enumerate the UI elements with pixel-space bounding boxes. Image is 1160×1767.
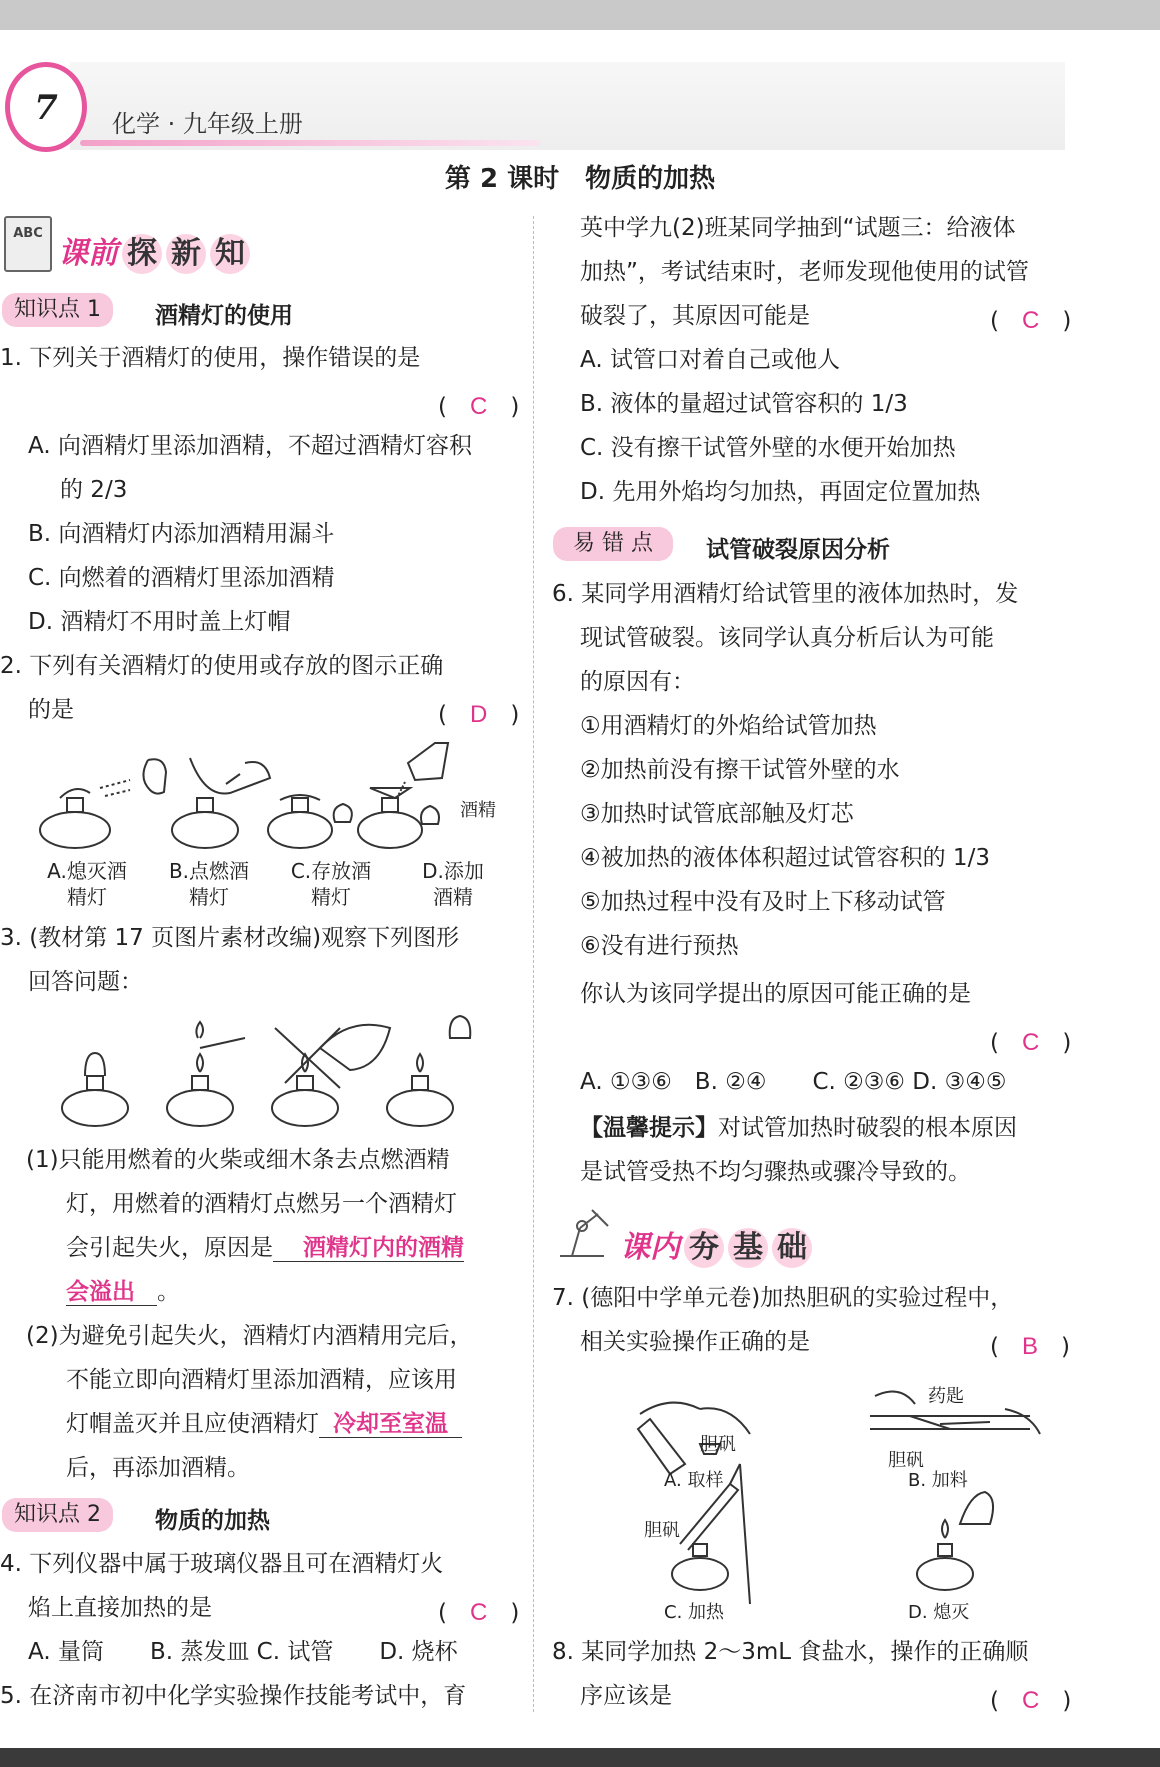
kp1-tag: 知识点 1 — [2, 293, 113, 327]
column-divider — [533, 216, 534, 1712]
q6-answer: ( C ) — [990, 1029, 1072, 1056]
q5-stem-cont-3: 破裂了，其原因可能是 — [580, 303, 810, 329]
q3-part2-line2: 不能立即向酒精灯里添加酒精，应该用 — [66, 1367, 457, 1393]
kp1-title: 酒精灯的使用 — [155, 303, 293, 329]
q4-stem-cont: 焰上直接加热的是 — [28, 1595, 212, 1621]
q3-part1-answer: 酒精灯内的酒精 — [273, 1235, 464, 1262]
q6-stem-cont-2: 的原因有： — [580, 669, 695, 695]
q6-item: ③加热时试管底部触及灯芯 — [580, 801, 854, 827]
bottom-bezel — [0, 1748, 1160, 1767]
q2-figure — [30, 738, 510, 858]
q6-tip-cont: 是试管受热不均匀骤热或骤冷导致的。 — [580, 1159, 971, 1185]
q1-option-a-cont: 的 2/3 — [60, 477, 128, 503]
kp2-tag: 知识点 2 — [2, 1498, 113, 1532]
q5-stem: 5. 在济南市初中化学实验操作技能考试中，育 — [0, 1683, 467, 1709]
q3-part1-answer-cont: 会溢出 — [66, 1279, 157, 1306]
q8-answer: ( C ) — [990, 1687, 1072, 1714]
q8-stem: 8. 某同学加热 2～3mL 食盐水，操作的正确顺 — [552, 1639, 1029, 1665]
q6-stem: 6. 某同学用酒精灯给试管里的液体加热时，发 — [552, 581, 1019, 607]
header-underline — [80, 140, 540, 146]
q7-label-a-chem: 胆矾 — [700, 1434, 736, 1455]
q2-caption-b: B.点燃酒 精灯 — [168, 859, 250, 909]
q2-answer: ( D ) — [438, 701, 520, 728]
q7-caption-a: A. 取样 — [664, 1470, 724, 1491]
q5-option-a: A. 试管口对着自己或他人 — [580, 347, 840, 373]
q8-stem-cont: 序应该是 — [580, 1683, 672, 1709]
q2-figure-label: 酒精 — [460, 800, 496, 821]
lamp-b-icon — [172, 758, 270, 848]
lamp-cap-off-icon — [387, 1016, 470, 1126]
q6-tip: 【温馨提示】对试管加热时破裂的根本原因 — [580, 1115, 1017, 1141]
q3-figure — [50, 1008, 490, 1134]
lamp-c-icon — [268, 795, 352, 848]
q6-options: A. ①③⑥ B. ②④ C. ②③⑥ D. ③④⑤ — [580, 1069, 1007, 1095]
q6-item: ①用酒精灯的外焰给试管加热 — [580, 713, 877, 739]
lamp-match-icon — [167, 1022, 245, 1126]
q3-part2-line4: 后，再添加酒精。 — [66, 1455, 250, 1481]
q2-stem-cont: 的是 — [28, 697, 74, 723]
q1-option-c: C. 向燃着的酒精灯里添加酒精 — [28, 565, 335, 591]
extinguish-icon — [917, 1492, 993, 1590]
q5-option-c: C. 没有擦干试管外壁的水便开始加热 — [580, 435, 956, 461]
q5-stem-cont-2: 加热”，考试结束时，老师发现他使用的试管 — [580, 259, 1029, 285]
lamp-crossed-icon — [272, 1025, 390, 1126]
q4-answer: ( C ) — [438, 1599, 520, 1626]
q6-item: ④被加热的液体体积超过试管容积的 1/3 — [580, 845, 990, 871]
q7-stem-cont: 相关实验操作正确的是 — [580, 1329, 810, 1355]
top-bezel — [0, 0, 1160, 30]
section-prefix: 课前 — [58, 236, 118, 271]
lamp-capped-icon — [62, 1053, 128, 1126]
q2-caption-c: C.存放酒 精灯 — [290, 859, 372, 909]
q1-answer: ( C ) — [438, 393, 520, 420]
q7-label-c-chem: 胆矾 — [644, 1520, 680, 1541]
q4-options: A. 量筒 B. 蒸发皿 C. 试管 D. 烧杯 — [28, 1639, 458, 1665]
lesson-title: 第 2 课时 物质的加热 — [444, 164, 716, 194]
q3-part1-line1: (1)只能用燃着的火柴或细木条去点燃酒精 — [26, 1147, 450, 1173]
lamp-d-icon — [358, 743, 448, 848]
common-mistake-title: 试管破裂原因分析 — [706, 537, 890, 563]
section-heading-preview: 课前 探 新 知 — [58, 228, 250, 274]
q3-part1-line3: 会引起失火，原因是 酒精灯内的酒精 — [66, 1235, 464, 1261]
q6-item: ⑥没有进行预热 — [580, 933, 739, 959]
q6-stem-cont-1: 现试管破裂。该同学认真分析后认为可能 — [580, 625, 994, 651]
q3-stem: 3. (教材第 17 页图片素材改编)观察下列图形 — [0, 925, 460, 951]
q3-stem-cont: 回答问题： — [28, 969, 143, 995]
section-heading-inclass: 课内 夯 基 础 — [620, 1222, 812, 1268]
book-abc-icon: ABC — [4, 216, 52, 272]
q7-caption-c: C. 加热 — [664, 1602, 725, 1623]
section-prefix: 课内 — [620, 1230, 680, 1265]
q1-stem: 1. 下列关于酒精灯的使用，操作错误的是 — [0, 345, 421, 371]
q7-caption-d: D. 熄灭 — [908, 1602, 970, 1623]
q2-caption-a: A.熄灭酒 精灯 — [47, 859, 127, 909]
q7-figure — [610, 1374, 1050, 1614]
page-number: 7 — [34, 88, 58, 128]
q3-part2-line1: (2)为避免引起失火，酒精灯内酒精用完后， — [26, 1323, 473, 1349]
q7-answer: ( B ) — [990, 1333, 1070, 1360]
lamp-a-icon — [40, 759, 166, 848]
q7-label-b-spoon: 药匙 — [928, 1386, 964, 1407]
book-title: 化学 · 九年级上册 — [112, 110, 303, 138]
q4-stem: 4. 下列仪器中属于玻璃仪器且可在酒精灯火 — [0, 1551, 444, 1577]
q6-item: ②加热前没有擦干试管外壁的水 — [580, 757, 900, 783]
common-mistake-tag: 易 错 点 — [553, 527, 673, 561]
q3-part1-line4: 会溢出 。 — [66, 1279, 180, 1305]
microscope-lamp-icon — [552, 1206, 612, 1262]
q7-label-b-chem: 胆矾 — [888, 1450, 924, 1471]
q1-option-d: D. 酒精灯不用时盖上灯帽 — [28, 609, 291, 635]
q7-caption-b: B. 加料 — [908, 1470, 968, 1491]
q5-option-b: B. 液体的量超过试管容积的 1/3 — [580, 391, 908, 417]
q3-part2-answer: 冷却至室温 — [319, 1411, 462, 1438]
q6-item: ⑤加热过程中没有及时上下移动试管 — [580, 889, 946, 915]
q7-stem: 7. (德阳中学单元卷)加热胆矾的实验过程中， — [552, 1285, 1014, 1311]
q1-option-a: A. 向酒精灯里添加酒精，不超过酒精灯容积 — [28, 433, 472, 459]
q1-option-b: B. 向酒精灯内添加酒精用漏斗 — [28, 521, 335, 547]
q5-option-d: D. 先用外焰均匀加热，再固定位置加热 — [580, 479, 981, 505]
q2-stem: 2. 下列有关酒精灯的使用或存放的图示正确 — [0, 653, 444, 679]
q5-answer: ( C ) — [990, 307, 1072, 334]
q2-caption-d: D.添加 酒精 — [422, 859, 484, 909]
q6-question: 你认为该同学提出的原因可能正确的是 — [580, 981, 971, 1007]
q3-part2-line3: 灯帽盖灭并且应使酒精灯 冷却至室温 — [66, 1410, 462, 1438]
kp2-title: 物质的加热 — [155, 1508, 270, 1534]
q5-stem-cont-1: 英中学九(2)班某同学抽到“试题三：给液体 — [580, 215, 1016, 241]
q3-part1-line2: 灯，用燃着的酒精灯点燃另一个酒精灯 — [66, 1191, 457, 1217]
